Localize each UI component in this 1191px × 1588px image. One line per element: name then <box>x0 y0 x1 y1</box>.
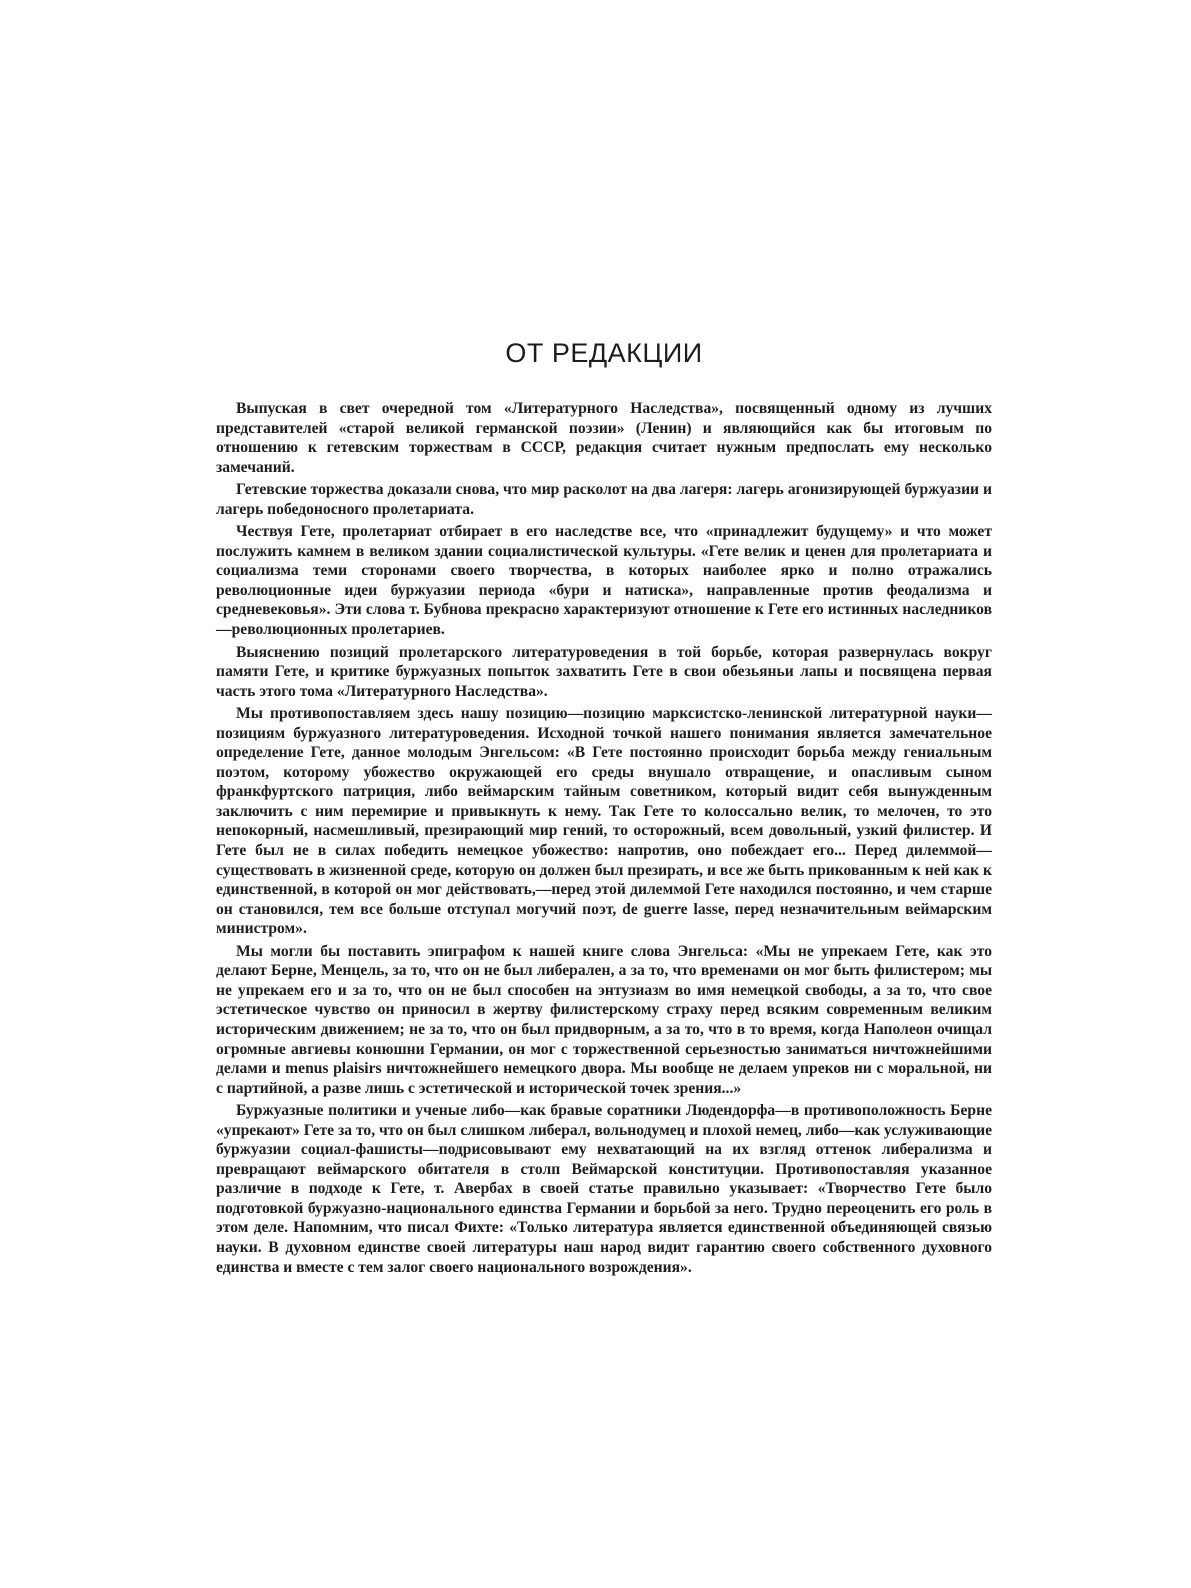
paragraph-engels-epigraph: Мы могли бы поставить эпиграфом к нашей книге слова Энгельса: «Мы не упрекаем Гете, как это делают Берне, Менцель, за то, что он не был либерален, а за то, что временами он мог быть филистером; мы не упрекаем его и за то, что он не был способен на энтузиазм во имя немецкой свободы, а за то, что свое эстетическое чувство он приносил в жертву филистерскому страху перед всяким современным великим историческим движением; не за то, что он был придворным, а за то, что в то время, когда Наполеон очищал огромные авгиевы конюшни Германии, он мог с торжественной серьезностью заниматься ничтожнейшими делами и menus plaisirs ничтожнейшего немецкого двора. Мы вообще не делаем упреков ни с моральной, ни с партийной, а разве лишь с эстетической и исторической точек зрения...» <box>216 942 992 1097</box>
paragraph-two-camps: Гетевские торжества доказали снова, что мир расколот на два лагеря: лагерь агонизирующей буржуазии и лагерь победоносного пролетариата. <box>216 481 992 518</box>
document-page <box>216 338 992 1280</box>
paragraph-first-part: Выяснению позиций пролетарского литературоведения в той борьбе, которая развернулась вокруг памяти Гете, и критике буржуазных попыток захватить Гете в свои обезьяньи лапы и посвящена первая часть этого тома «Литературного Наследства». <box>216 643 992 700</box>
paragraph-intro: Выпуская в свет очередной том «Литературного Наследства», посвященный одному из лучших представителей «старой великой германской поэзии» (Ленин) и являющийся как бы итоговым по отношению к гетевским торжествам в СССР, редакция считает нужным предпослать ему несколько замечаний. <box>216 400 992 476</box>
paragraph-proletariat-heritage: Чествуя Гете, пролетариат отбирает в его наследстве все, что «принадлежит будущему» и что может послужить камнем в великом здании социалистической культуры. «Гете велик и ценен для пролетариата и социализма теми сторонами своего творчества, в которых наиболее ярко и полно отражались революционные идеи буржуазии периода «бури и натиска», направленные против феодализма и средневековья». Эти слова т. Бубнова прекрасно характеризуют отношение к Гете его истинных наследников—революционных пролетариев. <box>216 523 992 639</box>
paragraph-bourgeois-politicians: Буржуазные политики и ученые либо—как бравые соратники Людендорфа—в противоположность Берне «упрекают» Гете за то, что он был слишком либерал, вольнодумец и плохой немец, либо—как услуживающие буржуазии социал-фашисты—подрисовывают ему нехватающий на их взгляд оттенок либерализма и превращают веймарского обитателя в столп Веймарской конституции. Противопоставляя указанное различие в подходе к Гете, т. Авербах в своей статье правильно указывает: «Творчество Гете было подготовкой буржуазно-национального единства Германии и борьбой за него. Трудно переоценить его роль в этом деле. Напомним, что писал Фихте: «Только литература является единственной объединяющей связью науки. В духовном единстве своей литературы наш народ видит гарантию своего собственного духовного единства и вместе с тем залог своего национального возрождения». <box>216 1102 992 1276</box>
page-title: ОТ РЕДАКЦИИ <box>505 338 703 368</box>
paragraph-engels-definition: Мы противопоставляем здесь нашу позицию—позицию марксистско-ленинской литературной науки—позициям буржуазного литературоведения. Исходной точкой нашего понимания является замечательное определение Гете, данное молодым Энгельсом: «В Гете постоянно происходит борьба между гениальным поэтом, которому убожество окружающей его среды внушало отвращение, и опасливым сыном франкфуртского патриция, либо веймарским тайным советником, который видит себя вынужденным заключить с ним перемирие и привыкнуть к нему. Так Гете то колоссально велик, то мелочен, то это непокорный, насмешливый, презирающий мир гений, то осторожный, всем довольный, узкий филистер. И Гете был не в силах победить немецкое убожество: напротив, оно побеждает его... Перед дилеммой—существовать в жизненной среде, которую он должен был презирать, и все же быть прикованным к ней как к единственной, в которой он мог действовать,—перед этой дилеммой Гете находился постоянно, и чем старше он становился, тем все больше отступал могучий поэт, de guerre lasse, перед незначительным веймарским министром». <box>216 705 992 938</box>
